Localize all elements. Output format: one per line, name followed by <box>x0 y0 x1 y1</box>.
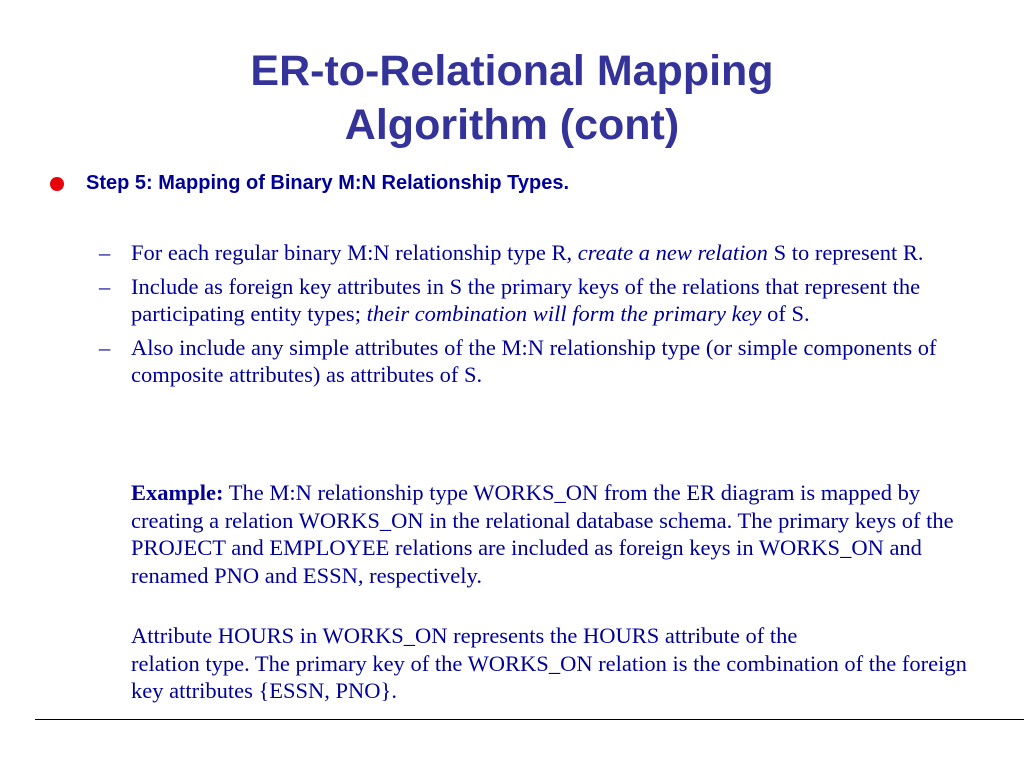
sub-bullet-text-end: of S. <box>761 301 810 326</box>
dash-icon: – <box>99 240 111 265</box>
attribute-text-rest: relation type. The primary key of the WORKS_ON relation is the combination of the foreign key attributes {ESSN, PNO}. <box>131 650 967 703</box>
sub-bullet-text: Include as foreign key attributes in S the primary keys of the relations that represent the participating entity types; <box>131 273 921 326</box>
footer-divider <box>35 719 1024 720</box>
sub-bullet-emphasis: their combination will form the primary key <box>366 301 762 326</box>
sub-bullet-text-end: S to represent R. <box>767 240 924 265</box>
sub-bullet-item <box>99 273 994 328</box>
example-label: Example: <box>131 480 224 505</box>
main-bullet-text: Step 5: Mapping of Binary M:N Relationship Types. <box>86 172 569 194</box>
dash-icon: – <box>99 273 111 299</box>
slide-title-line-1: ER-to-Relational Mapping <box>250 47 774 95</box>
example-text: The M:N relationship type WORKS_ON from the ER diagram is mapped by creating a relation WORKS_ON in the relational database schema. The primary keys of the PROJECT and EMPLOYEE relations are included as foreign keys in WORKS_ON and renamed PNO and ESSN, respectively. <box>131 480 954 588</box>
slide-title <box>0 44 1024 152</box>
attribute-text-line-1: Attribute HOURS in WORKS_ON represents the HOURS attribute of the <box>131 623 798 648</box>
sub-bullet-item <box>99 239 994 267</box>
slide-title-line-2: Algorithm (cont) <box>344 101 680 149</box>
main-bullet <box>50 172 569 195</box>
sub-bullet-item <box>99 334 994 389</box>
example-paragraph <box>131 479 996 589</box>
sub-bullet-text: Also include any simple attributes of the M:N relationship type (or simple components of composite attributes) as attributes of S. <box>131 334 937 387</box>
sub-bullet-list <box>99 239 994 395</box>
dash-icon: – <box>99 334 111 360</box>
attribute-paragraph <box>110 622 990 705</box>
bullet-dot-icon <box>50 177 64 191</box>
sub-bullet-emphasis: create a new relation <box>577 240 768 265</box>
sub-bullet-text: For each regular binary M:N relationship type R, <box>131 240 578 265</box>
